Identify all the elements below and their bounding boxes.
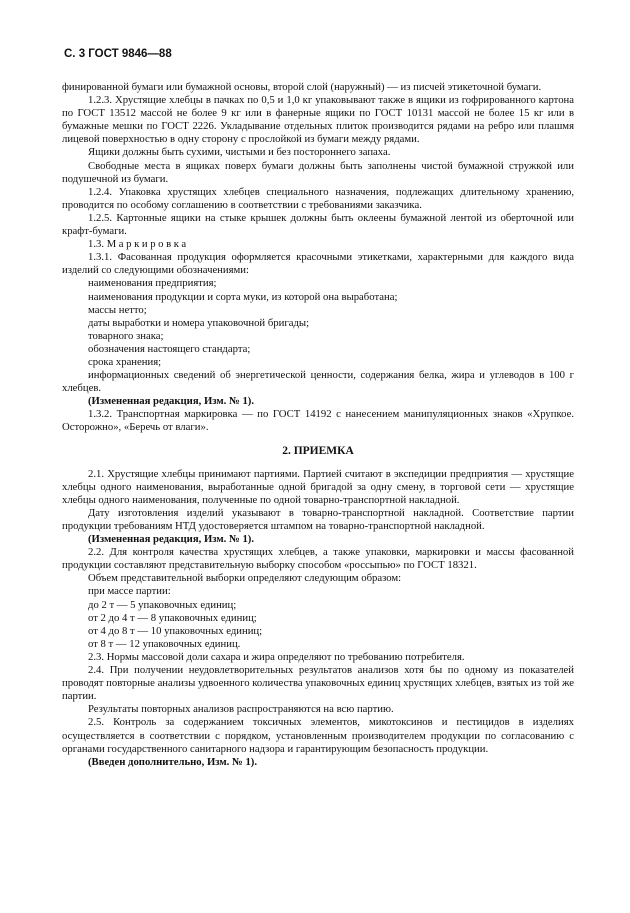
list-item: обозначения настоящего стандарта; — [88, 342, 251, 355]
list-item: от 8 т — 12 упаковочных единиц. — [88, 637, 241, 650]
list-item: от 4 до 8 т — 10 упаковочных единиц; — [88, 624, 263, 637]
paragraph-boxes-dry: Ящики должны быть сухими, чистыми и без постороннего запаха. — [88, 146, 391, 159]
paragraph-free-space: Свободные места в ящиках поверх бумаги должны быть заполнены чистой бумажной стружкой или подушечной из бумаги. — [62, 159, 574, 185]
paragraph-2-3: 2.3. Нормы массовой доли сахара и жира определяют по требованию потребителя. — [88, 650, 465, 663]
paragraph-2-2: 2.2. Для контроля качества хрустящих хлебцев, а также упаковки, маркировки и массы фасованной продукции составляют представительную выборку способом «россыпью» по ГОСТ 18321. — [62, 546, 574, 572]
list-item: наименования продукции и сорта муки, из которой она выработана; — [88, 290, 398, 303]
paragraph-1-3-2: 1.3.2. Транспортная маркировка — по ГОСТ 14192 с нанесением манипуляционных знаков «Хрупкое. Осторожно», «Беречь от влаги». — [62, 408, 574, 434]
paragraph-date: Дату изготовления изделий указывают в товарно-транспортной накладной. Соответствие партии продукции требованиям НТД удостоверяется штампом на товарно-транспортной накладной. — [62, 506, 574, 532]
page-header: С. 3 ГОСТ 9846—88 — [64, 48, 172, 60]
list-item: наименования предприятия; — [88, 277, 217, 290]
section-title: 2. ПРИЕМКА — [282, 444, 354, 457]
list-item: от 2 до 4 т — 8 упаковочных единиц; — [88, 611, 257, 624]
paragraph-intro: финированной бумаги или бумажной основы, второй слой (наружный) — из писчей этикеточной бумаги. — [62, 81, 542, 93]
paragraph-2-1: 2.1. Хрустящие хлебцы принимают партиями. Партией считают в экспедиции предприятия — хрустящие хлебцы одного наименования, выработанные одной бригадой за одну смену, в торговой сети — хрустящие хлебцы одного наименования, полученные по одной товарно-транспортной накладной. — [62, 467, 574, 506]
paragraph-1-2-4: 1.2.4. Упаковка хрустящих хлебцев специального назначения, подлежащих длительному хранению, проводится по особому соглашению в соответствии с требованиями заказчика. — [62, 185, 574, 211]
document-body — [62, 81, 574, 769]
amendment-note: (Введен дополнительно, Изм. № 1). — [88, 755, 258, 768]
subsection-title: Маркировка — [106, 238, 189, 251]
list-item: массы нетто; — [88, 303, 147, 316]
paragraph-1-3-1: 1.3.1. Фасованная продукция оформляется красочными этикетками, характерными для каждого вида изделий со следующими обозначениями: — [62, 251, 574, 277]
paragraph-sample-volume: Объем представительной выборки определяют следующим образом: — [88, 572, 402, 585]
list-item: до 2 т — 5 упаковочных единиц; — [88, 598, 237, 611]
list-item: товарного знака; — [88, 329, 164, 342]
subsection-1-3-heading — [62, 238, 574, 251]
list-item: даты выработки и номера упаковочной бригады; — [88, 316, 310, 329]
paragraph-2-4: 2.4. При получении неудовлетворительных результатов анализов хотя бы по одному из показателей проводят повторные анализы удвоенного количества упаковочных единиц хрустящих хлебцев, взятых из той же партии. — [62, 664, 574, 703]
paragraph-1-2-5: 1.2.5. Картонные ящики на стыке крышек должны быть оклеены бумажной лентой из оберточной или крафт-бумаги. — [62, 211, 574, 238]
amendment-note: (Измененная редакция, Изм. № 1). — [88, 395, 255, 408]
paragraph-2-5: 2.5. Контроль за содержанием токсичных элементов, микотоксинов и пестицидов в изделиях осуществляется в соответствии с порядком, установленным производителем продукции по согласованию с органами государственного санитарного надзора и гарантирующим безопасность продукции. — [62, 716, 574, 755]
subsection-number: 1.3. — [88, 238, 105, 251]
paragraph-1-2-3: 1.2.3. Хрустящие хлебцы в пачках по 0,5 и 1,0 кг упаковывают также в ящики из гофрированного картона по ГОСТ 13512 массой не более 9 кг или в фанерные ящики по ГОСТ 10131 массой не более 15 кг или в бумажные мешки по ГОСТ 2226. Укладывание отдельных плиток производится рядами на ребро или плашмя лицевой поверхностью в одну сторону с прослойкой из бумаги между рядами. — [62, 94, 574, 146]
list-item: при массе партии: — [88, 585, 171, 598]
paragraph-info: информационных сведений об энергетической ценности, содержания белка, жира и углеводов в 100 г хлебцев. — [62, 369, 574, 395]
amendment-note: (Измененная редакция, Изм. № 1). — [88, 533, 255, 546]
paragraph-repeat-results: Результаты повторных анализов распространяются на всю партию. — [88, 703, 394, 716]
list-item: срока хранения; — [88, 355, 162, 368]
